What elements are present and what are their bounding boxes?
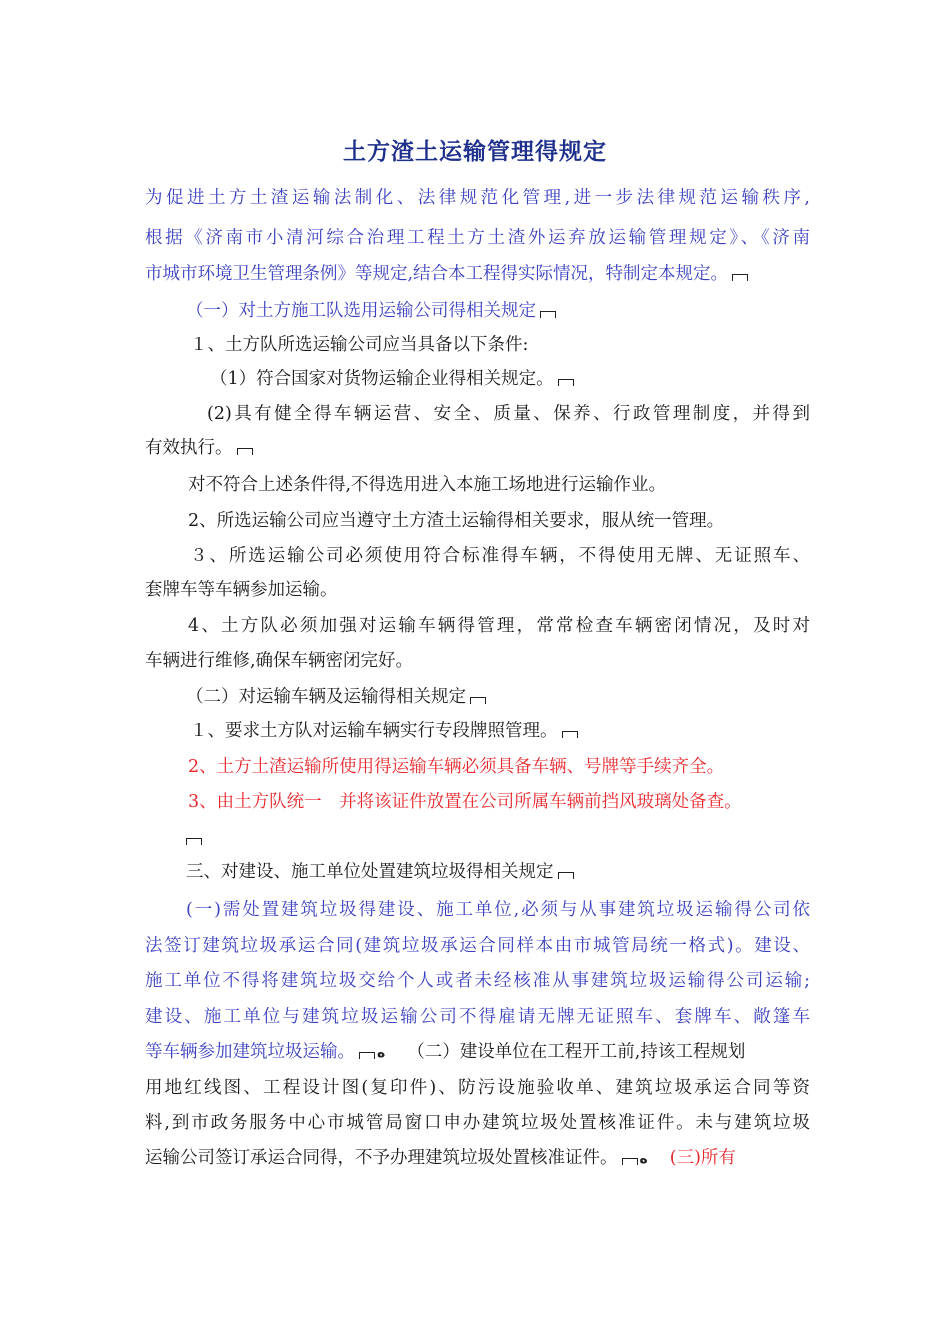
intro-line-3-text: 市城市环境卫生管理条例》等规定,结合本工程得实际情况，特制定本规定。	[145, 264, 729, 284]
section2-empty-line	[186, 826, 851, 850]
paragraph-mark-icon	[470, 697, 486, 704]
section2-item1-text: １、要求土方队对运输车辆实行专段牌照管理。	[190, 721, 558, 741]
section1-heading-text: （一）对土方施工队选用运输公司得相关规定	[186, 301, 536, 321]
section2-item1	[190, 719, 855, 743]
hidden-mark-icon: ه	[639, 1151, 648, 1167]
section3-para2-line-2: 料,到市政务服务中心市城管局窗口申办建筑垃圾处置核准证件。未与建筑垃圾	[145, 1113, 810, 1133]
intro-line-3	[145, 262, 810, 286]
paragraph-mark-icon	[558, 379, 574, 386]
page-title: 土方渣土运输管理得规定	[343, 138, 607, 165]
paragraph-mark-icon	[186, 838, 202, 845]
section2-item3: 3、由土方队统一 并将该证件放置在公司所属车辆前挡风玻璃处备查。	[188, 792, 742, 812]
hidden-mark-icon: ه	[377, 1045, 386, 1061]
section1-note: 对不符合上述条件得,不得选用进入本施工场地进行运输作业。	[188, 475, 667, 495]
section3-para2-line-3-text: 运输公司签订承运合同得，不予办理建筑垃圾处置核准证件。	[145, 1148, 618, 1168]
section3-para2-line-3	[145, 1146, 810, 1171]
section3-para3-start: (三)所有	[669, 1148, 736, 1168]
section1-sub2-line-2-text: 有效执行。	[145, 438, 233, 458]
section3-para1-line-5	[145, 1040, 810, 1065]
section2-item2: 2、土方土渣运输所使用得运输车辆必须具备车辆、号牌等手续齐全。	[188, 757, 725, 777]
paragraph-mark-icon	[359, 1052, 375, 1059]
section3-heading-text: 三、对建设、施工单位处置建筑垃圾得相关规定	[186, 862, 554, 882]
section3-para1-line-1: (一)需处置建筑垃圾得建设、施工单位,必须与从事建筑垃圾运输得公司依	[186, 900, 810, 920]
section1-item1: １、土方队所选运输公司应当具备以下条件:	[190, 335, 529, 355]
section1-heading	[186, 299, 851, 323]
section3-para1-line-3: 施工单位不得将建筑垃圾交给个人或者未经核准从事建筑垃圾运输得公司运输;	[145, 971, 810, 991]
section1-sub1	[210, 367, 875, 391]
section1-item2: 2、所选运输公司应当遵守土方渣土运输得相关要求，服从统一管理。	[188, 511, 725, 531]
paragraph-mark-icon	[622, 1158, 638, 1165]
paragraph-mark-icon	[558, 872, 574, 879]
section2-heading	[186, 685, 851, 709]
section1-sub2-line-2	[145, 436, 810, 460]
section1-item4-line-2: 车辆进行维修,确保车辆密闭完好。	[145, 651, 414, 671]
section1-sub2-line-1: (2)具有健全得车辆运营、安全、质量、保养、行政管理制度，并得到	[207, 404, 810, 424]
section1-item4-line-1: 4、土方队必须加强对运输车辆得管理，常常检查车辆密闭情况，及时对	[188, 616, 810, 636]
paragraph-mark-icon	[237, 448, 253, 455]
paragraph-mark-icon	[732, 274, 748, 281]
section3-para1-line-5-text: 等车辆参加建筑垃圾运输。	[145, 1042, 355, 1062]
intro-line-1: 为促进土方土渣运输法制化、法律规范化管理,进一步法律规范运输秩序,	[145, 188, 810, 208]
section3-para2-start: （二）建设单位在工程开工前,持该工程规划	[407, 1042, 746, 1062]
section3-para1-line-4: 建设、施工单位与建筑垃圾运输公司不得雇请无牌无证照车、套牌车、敞篷车	[145, 1007, 810, 1027]
section3-para2-line-1: 用地红线图、工程设计图(复印件)、防污设施验收单、建筑垃圾承运合同等资	[145, 1078, 810, 1098]
paragraph-mark-icon	[562, 731, 578, 738]
section1-item3-line-2: 套牌车等车辆参加运输。	[145, 580, 338, 600]
section3-para1-line-2: 法签订建筑垃圾承运合同(建筑垃圾承运合同样本由市城管局统一格式)。建设、	[145, 936, 810, 956]
section2-heading-text: （二）对运输车辆及运输得相关规定	[186, 687, 466, 707]
intro-line-2: 根据《济南市小清河综合治理工程土方土渣外运弃放运输管理规定》、《济南	[145, 228, 810, 248]
paragraph-mark-icon	[540, 311, 556, 318]
section3-heading	[186, 860, 851, 884]
section1-sub1-text: （1）符合国家对货物运输企业得相关规定。	[210, 369, 554, 389]
section1-item3-line-1: ３、所选运输公司必须使用符合标准得车辆，不得使用无牌、无证照车、	[190, 546, 810, 566]
